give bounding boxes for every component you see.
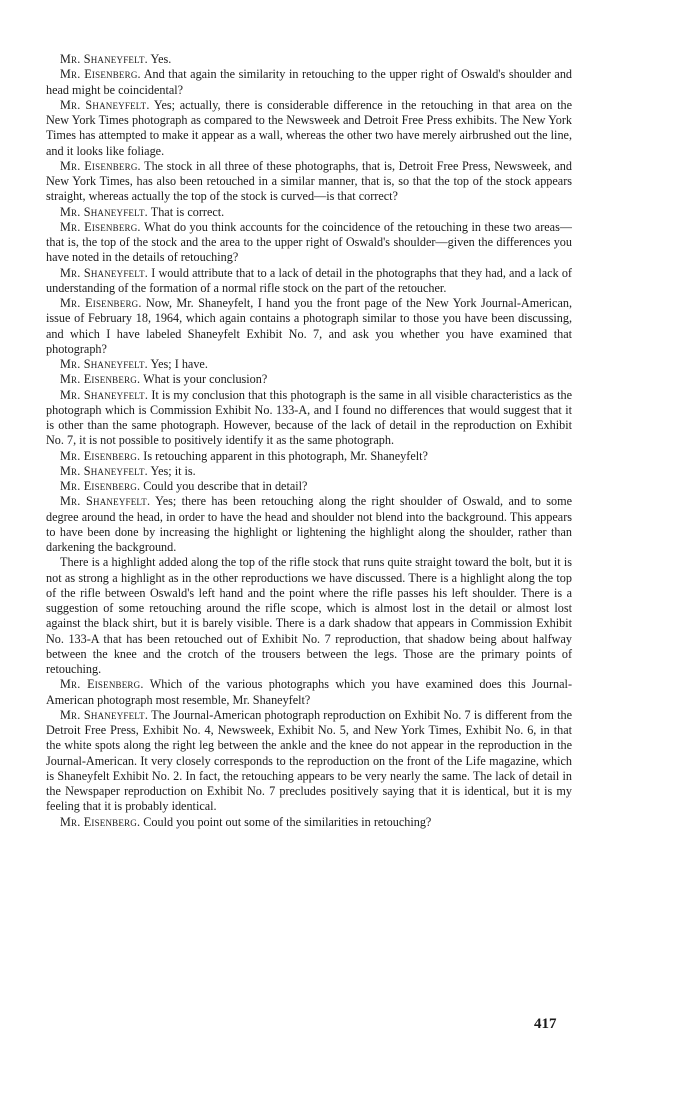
paragraph-text: That is correct. (150, 204, 225, 219)
paragraph (46, 159, 572, 205)
paragraph-text: And that again the similarity in retouching to the upper right of Oswald's shoulder and head might be coincidental? (46, 67, 573, 97)
paragraph (46, 494, 572, 555)
paragraph (46, 479, 572, 494)
paragraph-text: What is your conclusion? (143, 372, 268, 387)
paragraph (46, 464, 572, 479)
paragraph (46, 372, 572, 387)
speaker-name: Mr. Eisenberg. (60, 67, 141, 82)
speaker-name: Mr. Shaneyfelt. (60, 97, 150, 112)
speaker-name: Mr. Shaneyfelt. (60, 357, 148, 371)
paragraph-text: Is retouching apparent in this photograph, Mr. Shaneyfelt? (143, 448, 428, 463)
paragraph (46, 555, 572, 677)
speaker-name: Mr. Shaneyfelt. (60, 265, 149, 280)
paragraph (46, 708, 572, 815)
speaker-name: Mr. Eisenberg. (60, 814, 141, 829)
paragraph-text: It is my conclusion that this photograph is the same in all visible characteristics as the photograph which is Commission Exhibit No. 133-A, and I found no differences that would suggest that it is other than the same photograph. However, because of the lack of detail in the reproduction on Exhibit No. 7, it is not possible to positively identify it as the same photograph. (46, 387, 572, 448)
paragraph-text: Could you point out some of the similarities in retouching? (143, 814, 432, 829)
paragraph-text: The Journal-American photograph reproduction on Exhibit No. 7 is different from the Detroit Free Press, Exhibit No. 4, Newsweek, Exhibit No. 5, and New York Times, Exhibit No. 6, in that the white spots along the right leg between the ankle and the knee do not appear in the reproduction in the Journal-American. It very closely corresponds to the reproduction on the front of the Life magazine, which is Shaneyfelt Exhibit No. 2. In fact, the retouching appears to be very nearly the same. The lack of detail in the Newspaper reproduction on Exhibit No. 7 precludes positively saying that it is identical, but it is my feeling that it is probably identical. (46, 707, 572, 814)
speaker-name: Mr. Eisenberg. (60, 219, 141, 234)
paragraph (46, 296, 572, 357)
paragraph-text: Now, Mr. Shaneyfelt, I hand you the front page of the New York Journal-American, issue of February 18, 1964, which again contains a photograph similar to those you have been discussing, and which I have labeled Shaneyfelt Exhibit No. 7, and ask you whether you have examined that photograph? (46, 296, 573, 356)
paragraph-text: Yes; there has been retouching along the right shoulder of Oswald, and to some degree around the head, in order to have the head and shoulder not blend into the background. This appears to have been done by increasing the highlight or lightening the highlight along the shoulder, rather than darkening the background. (46, 494, 572, 554)
paragraph-text: Yes. (150, 52, 172, 66)
speaker-name: Mr. Eisenberg. (60, 372, 141, 387)
paragraph (46, 67, 572, 98)
paragraph (46, 220, 572, 266)
paragraph (46, 449, 572, 464)
paragraph (46, 815, 572, 830)
paragraph-text: The stock in all three of these photographs, that is, Detroit Free Press, Newsweek, and New York Times, has also been retouched in a similar manner, that is, so that the top of the stock appears straight, whereas actually the top of the stock is curved—is that correct? (46, 158, 572, 204)
speaker-name: Mr. Eisenberg. (60, 448, 141, 463)
paragraph (46, 205, 572, 220)
speaker-name: Mr. Eisenberg. (60, 677, 144, 692)
document-body (46, 52, 572, 830)
paragraph-text: I would attribute that to a lack of detail in the photographs that they had, and a lack of understanding of the formation of a normal rifle stock on the part of the retoucher. (46, 265, 572, 295)
paragraph (46, 357, 572, 372)
speaker-name: Mr. Shaneyfelt. (60, 463, 148, 478)
paragraph (46, 677, 572, 708)
speaker-name: Mr. Shaneyfelt. (60, 52, 148, 66)
paragraph-text: Could you describe that in detail? (143, 479, 308, 493)
paragraph (46, 98, 572, 159)
speaker-name: Mr. Eisenberg. (60, 296, 142, 310)
speaker-name: Mr. Eisenberg. (60, 158, 141, 173)
paragraph-text: Yes; it is. (150, 463, 196, 478)
paragraph-text: There is a highlight added along the top of the rifle stock that runs quite straight toward the bolt, but it is not as strong a highlight as in the other reproductions we have discussed. There is a highlight along the top of the rifle between Oswald's left hand and the point where the rifle passes his left shoulder. There is a suggestion of some retouching around the rifle scope, which is almost lost in the detail or almost lost against the black shirt, but it is barely visible. There is a dark shadow that appears in Commission Exhibit No. 133-A that has been retouched out of Exhibit No. 7 reproduction, that shadow being about halfway between the knee and the crotch of the trousers between the legs. Those are the primary points of retouching. (46, 555, 572, 676)
paragraph-text: Yes; actually, there is considerable difference in the retouching in that area on the New York Times photograph as compared to the Newsweek and Detroit Free Press exhibits. The New York Times has attempted to make it appear as a wall, whereas the other two have merely airbrushed out the line, and it looks like foliage. (46, 97, 572, 158)
paragraph-text: Which of the various photographs which you have examined does this Journal-American photograph most resemble, Mr. Shaneyfelt? (46, 677, 572, 707)
speaker-name: Mr. Shaneyfelt. (60, 494, 151, 509)
page-number: 417 (534, 1016, 557, 1032)
paragraph-text: Yes; I have. (150, 357, 208, 371)
paragraph (46, 266, 572, 297)
paragraph-text: What do you think accounts for the coincidence of the retouching in these two areas—that is, the top of the stock and the area to the upper right of Oswald's shoulder—given the differences you have noted in the details of retouching? (46, 219, 572, 265)
speaker-name: Mr. Shaneyfelt. (60, 204, 148, 219)
speaker-name: Mr. Eisenberg. (60, 479, 141, 493)
speaker-name: Mr. Shaneyfelt. (60, 387, 149, 402)
paragraph (46, 388, 572, 449)
speaker-name: Mr. Shaneyfelt. (60, 707, 149, 722)
paragraph (46, 52, 572, 67)
